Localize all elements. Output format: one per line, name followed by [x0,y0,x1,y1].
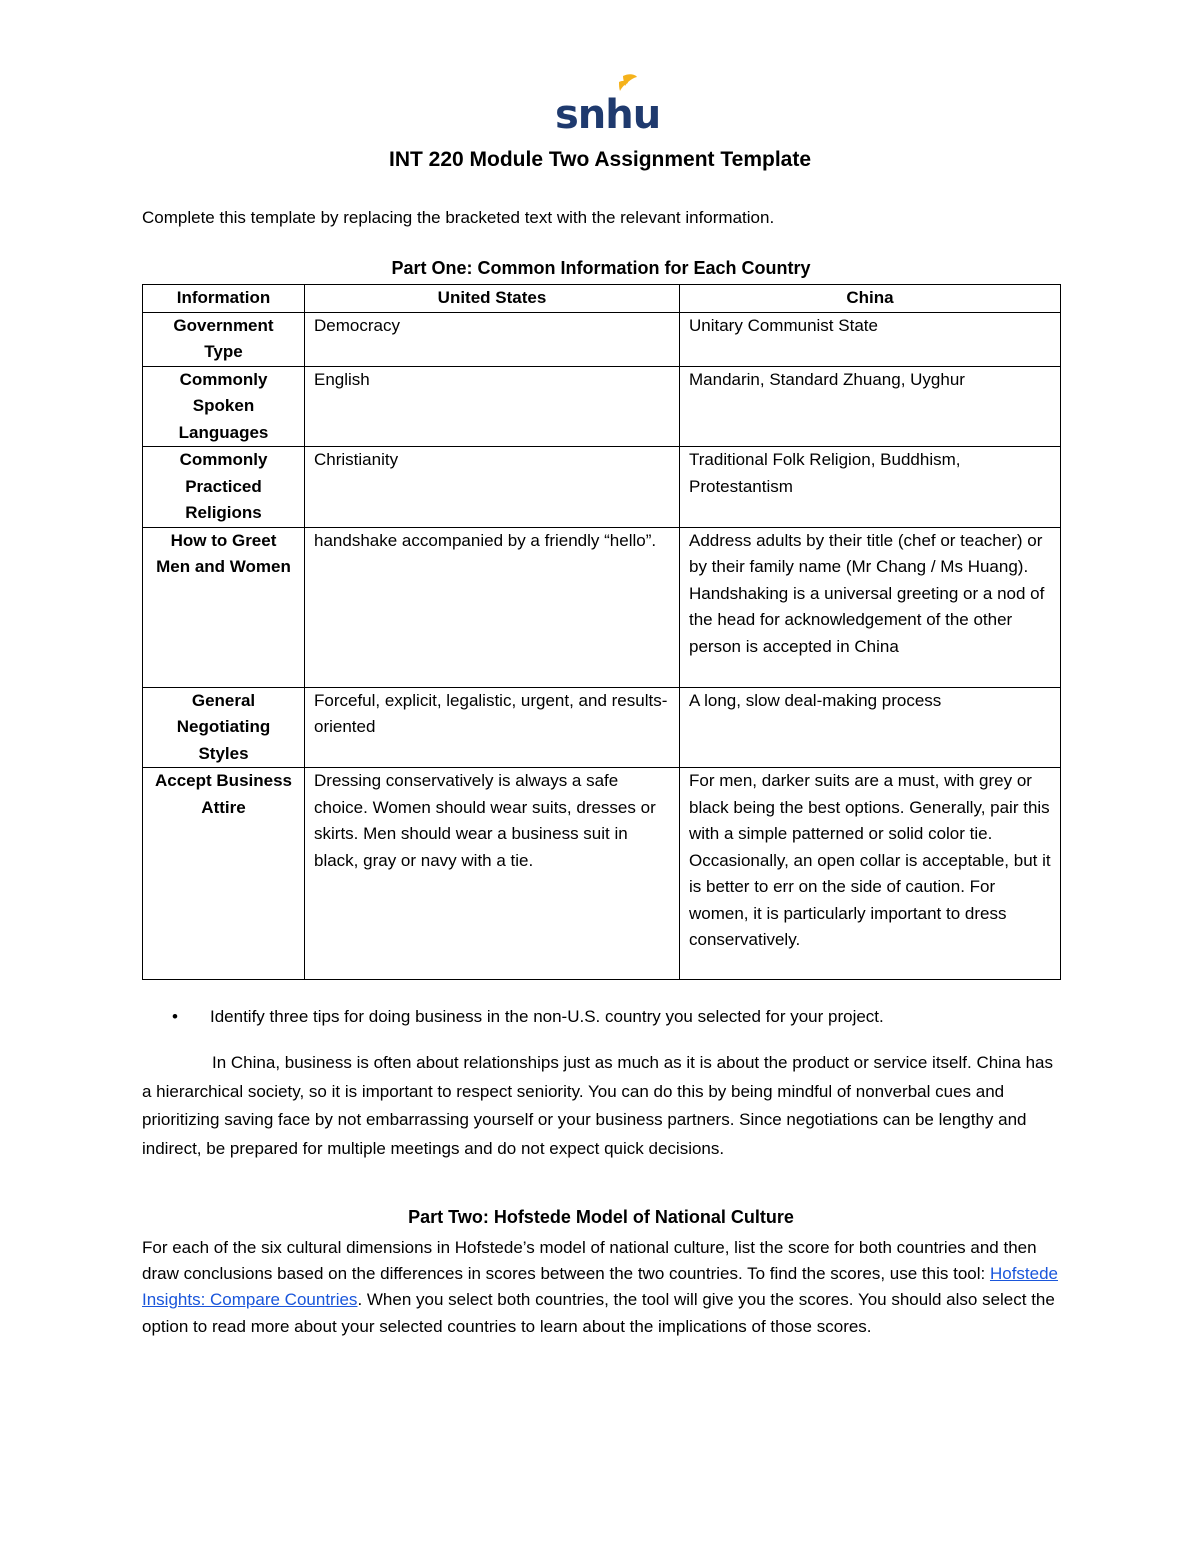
column-header-china: China [680,285,1061,313]
table-row [143,447,1061,528]
china-cell[interactable]: Mandarin, Standard Zhuang, Uyghur [680,366,1061,447]
intro-instructions: Complete this template by replacing the bracketed text with the relevant information. [142,208,775,227]
part-two-heading: Part Two: Hofstede Model of National Culture [408,1207,794,1227]
us-cell[interactable]: Democracy [305,312,680,366]
svg-text:snhu: snhu [555,92,661,138]
table-row [143,527,1061,687]
row-label: How to Greet Men and Women [143,527,305,687]
part-two-text-before-link: For each of the six cultural dimensions in Hofstede’s model of national culture, list the score for both countries and then draw conclusions based on the differences in scores between the two countries. To find the scores, use this tool: [142,1238,1037,1284]
china-cell[interactable]: Traditional Folk Religion, Buddhism, Protestantism [680,447,1061,528]
part-two-text-after-link: . When you select both countries, the tool will give you the scores. You should also select the option to read more about your selected countries to learn about the implications of those scores. [142,1290,1055,1336]
table-row [143,687,1061,768]
bullet-icon: • [172,1007,178,1026]
us-cell[interactable]: English [305,366,680,447]
us-cell[interactable]: Christianity [305,447,680,528]
china-cell[interactable]: Unitary Communist State [680,312,1061,366]
country-info-table [142,284,1061,980]
bullet-text: Identify three tips for doing business in the non-U.S. country you selected for your project. [210,1007,884,1026]
row-label: Commonly Spoken Languages [143,366,305,447]
china-cell[interactable]: A long, slow deal-making process [680,687,1061,768]
row-label: Accept Business Attire [143,768,305,980]
row-label: General Negotiating Styles [143,687,305,768]
row-label: Commonly Practiced Religions [143,447,305,528]
column-header-information: Information [143,285,305,313]
part-one-heading: Part One: Common Information for Each Country [391,258,811,278]
column-header-us: United States [305,285,680,313]
part-two-instructions [142,1235,1060,1340]
snhu-logo [553,72,661,138]
us-cell[interactable]: handshake accompanied by a friendly “hello”. [305,527,680,687]
china-cell[interactable]: For men, darker suits are a must, with grey or black being the best options. Generally, pair this with a simple patterned or solid color tie. Occasionally, an open collar is acceptable, but it is better to err on the side of caution. For women, it is particularly important to dress conservatively. [680,768,1061,980]
table-row [143,768,1061,980]
table-header-row [143,285,1061,313]
china-cell[interactable]: Address adults by their title (chef or teacher) or by their family name (Mr Chang / Ms Huang). Handshaking is a universal greeting or a nod of the head for acknowledgement of the other person is accepted in China [680,527,1061,687]
document-title: INT 220 Module Two Assignment Template [389,148,811,171]
row-label: Government Type [143,312,305,366]
us-cell[interactable]: Forceful, explicit, legalistic, urgent, and results-oriented [305,687,680,768]
tips-paragraph[interactable]: In China, business is often about relationships just as much as it is about the product or service itself. China has a hierarchical society, so it is important to respect seniority. You can do this by being mindful of nonverbal cues and prioritizing saving face by not embarrassing yourself or your business partners. Since negotiations can be lengthy and indirect, be prepared for multiple meetings and do not expect quick decisions. [142,1053,1054,1159]
hofstede-compare-link[interactable]: Hofstede Insights: Compare Countries [142,1264,1059,1310]
us-cell[interactable]: Dressing conservatively is always a safe choice. Women should wear suits, dresses or skirts. Men should wear a business suit in black, gray or navy with a tie. [305,768,680,980]
table-row [143,366,1061,447]
table-row [143,312,1061,366]
